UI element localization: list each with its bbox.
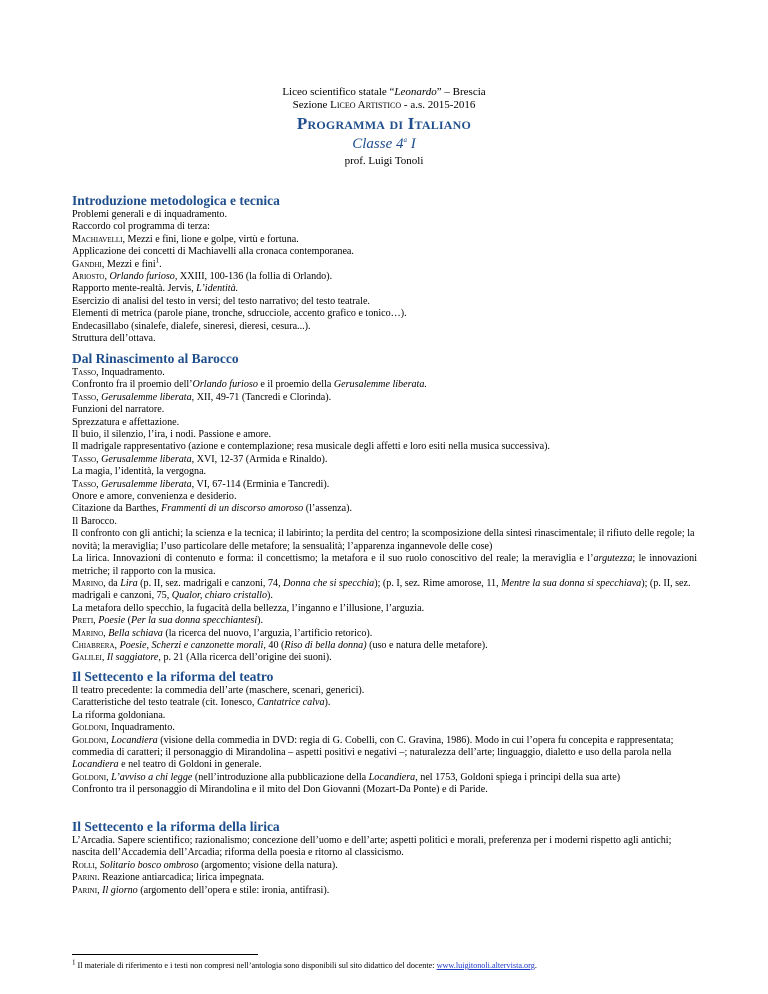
program-line: Onore e amore, convenienza e desiderio.	[72, 491, 237, 503]
section-rinascimento-barocco	[72, 351, 697, 665]
program-line: Tasso, Gerusalemme liberata, XVI, 12-37 (Armida e Rinaldo).	[72, 453, 328, 465]
program-line: Goldoni, Inquadramento.	[72, 722, 175, 734]
program-line: Ariosto, Orlando furioso, XXIII, 100-136 (la follia di Orlando).	[72, 271, 333, 283]
program-line: Funzioni del narratore.	[72, 404, 165, 416]
website-link[interactable]: www.luigitonoli.altervista.org	[436, 961, 535, 970]
program-line: Raccordo col programma di terza:	[72, 221, 210, 233]
program-paragraph: Il confronto con gli antichi; la scienza e la tecnica; il labirinto; la perdita del centro; la scomposizione della sintesi rinascimentale; il rifiuto delle regole; la novità; la meraviglia; l’uso particolare delle metafore; la sensualità; l’apparenza ingannevole delle cose)	[72, 528, 695, 552]
program-line: Parini, Il giorno (argomento dell’opera e stile: ironia, antifrasi).	[72, 884, 330, 896]
program-line: Tasso, Gerusalemme liberata, XII, 49-71 (Tancredi e Clorinda).	[72, 391, 332, 403]
program-line: Gandhi, Mezzi e fini$^1$.	[72, 256, 162, 270]
school-line: Liceo scientifico statale “Leonardo” – Brescia	[282, 86, 486, 98]
program-line: Struttura dell’ottava.	[72, 333, 156, 345]
program-paragraph: L’Arcadia. Sapere scientifico; razionalismo; concezione dell’uomo e dell’arte; aspetti politici e morali, preferenza per i moderni rispetto agli antichi; nascita dell’Accademia dell’Arcadia; riforma della poesia e ritorno al classicismo.	[72, 835, 672, 859]
program-line: La magia, l’identità, la vergogna.	[72, 466, 207, 478]
program-line: Galilei, Il saggiatore, p. 21 (Alla ricerca dell’origine dei suoni).	[72, 652, 332, 664]
section-heading: Introduzione metodologica e tecnica	[72, 193, 280, 208]
section-heading: Dal Rinascimento al Barocco	[72, 351, 239, 366]
footnote-number: 1	[72, 958, 76, 967]
section-introduzione	[72, 193, 697, 345]
program-line: Chiabrera, Poesie, Scherzi e canzonette morali, 40 (Riso di bella donna) (uso e natura delle metafore).	[72, 639, 488, 651]
program-line: Preti, Poesie (Per la sua donna specchiantesi).	[72, 615, 264, 627]
section-riforma-lirica	[72, 819, 697, 897]
program-line: La metafora dello specchio, la fugacità della bellezza, l’inganno e l’illusione, l’arguzia.	[72, 602, 425, 614]
program-paragraph: Goldoni, L’avviso a chi legge (nell’introduzione alla pubblicazione della Locandiera, nel 1753, Goldoni spiega i principi della sua arte)	[72, 771, 621, 783]
program-line: Tasso, Inquadramento.	[72, 367, 165, 378]
section-line: Sezione Liceo Artistico - a.s. 2015-2016	[292, 99, 476, 111]
document-header	[0, 86, 768, 168]
class-label: Classe 4$^a$ I	[352, 136, 416, 152]
program-line: La riforma goldoniana.	[72, 709, 166, 721]
program-line: Il Barocco.	[72, 515, 117, 527]
program-line: Machiavelli, Mezzi e fini, lione e golpe, virtù e fortuna.	[72, 233, 299, 245]
program-line: Il madrigale rappresentativo (azione e contemplazione; resa musicale degli affetti e loro esiti nella musica successiva).	[72, 441, 550, 453]
program-line: Rapporto mente-realtà. Jervis, L’identità.	[72, 283, 239, 295]
footnote-divider	[72, 954, 258, 955]
teacher-name: prof. Luigi Tonoli	[344, 155, 424, 167]
program-line: Parini. Reazione antiarcadica; lirica impegnata.	[72, 872, 265, 884]
program-line: Il buio, il silenzio, l’ira, i nodi. Passione e amore.	[72, 429, 272, 441]
program-line: Sprezzatura e affettazione.	[72, 416, 180, 428]
section-heading: Il Settecento e la riforma del teatro	[72, 669, 274, 684]
program-line: Marino, Bella schiava (la ricerca del nuovo, l’arguzia, l’artificio retorico).	[72, 627, 373, 639]
program-line: Confronto fra il proemio dell’Orlando furioso e il proemio della Gerusalemme liberata.	[72, 379, 427, 391]
program-paragraph: Goldoni, Locandiera (visione della commedia in DVD: regia di G. Cobelli, con C. Gravina, 1986). Modo in cui l’opera fu concepita e rappresentata; commedia di caratteri; il personaggio di Mirandolina – aspetti positivi e negativi –; naturalezza dell’arte; linguaggio, dialetto e uso della parola nella Locandiera e nel teatro di Goldoni in generale.	[72, 734, 674, 771]
program-line: Applicazione dei concetti di Machiavelli alla cronaca contemporanea.	[72, 246, 354, 258]
program-line: Esercizio di analisi del testo in versi; del testo narrativo; del testo teatrale.	[72, 295, 370, 307]
program-line: Endecasillabo (sinalefe, dialefe, sineresi, dieresi, cesura...).	[72, 320, 311, 332]
program-line: Rolli, Solitario bosco ombroso (argomento; visione della natura).	[72, 859, 338, 871]
program-line: Citazione da Barthes, Frammenti di un discorso amoroso (l’assenza).	[72, 503, 352, 515]
section-riforma-teatro	[72, 669, 697, 797]
program-line: Caratteristiche del testo teatrale (cit. Ionesco, Cantatrice calva).	[72, 697, 331, 709]
program-line: Confronto tra il personaggio di Mirandolina e il mito del Don Giovanni (Mozart-Da Ponte) e di Paride.	[72, 784, 488, 796]
school-name: Leonardo	[394, 86, 437, 98]
program-paragraph: La lirica. Innovazioni di contenuto e forma: il concettismo; la metafora e il suo ruolo conoscitivo del reale; la meraviglia e l’argutezza; le innovazioni metriche; il rapporto con la musica.	[72, 553, 697, 577]
footnote-ref[interactable]: 1	[155, 256, 160, 265]
program-line: Tasso, Gerusalemme liberata, VI, 67-114 (Erminia e Tancredi).	[72, 478, 330, 490]
program-paragraph: Marino, da Lira (p. II, sez. madrigali e canzoni, 74, Donna che si specchia); (p. I, sez. Rime amorose, 11, Mentre la sua donna si specchiava); (p. II, sez. madrigali e canzoni, 75, Qualor, chiaro cristallo).	[72, 577, 691, 602]
footnote: $^1$ Il materiale di riferimento e i testi non compresi nell’antologia sono disponibili sul sito didattico del docente: www.luigitonoli.altervista.org.	[72, 958, 537, 970]
program-line: Elementi di metrica (parole piane, tronche, sdrucciole, accento grafico e tonico…).	[72, 308, 407, 320]
program-line: Il teatro precedente: la commedia dell’arte (maschere, scenari, generici).	[72, 685, 365, 696]
section-heading: Il Settecento e la riforma della lirica	[72, 819, 280, 834]
program-line: Problemi generali e di inquadramento.	[72, 209, 228, 220]
document-title: Programma di Italiano	[296, 114, 472, 133]
